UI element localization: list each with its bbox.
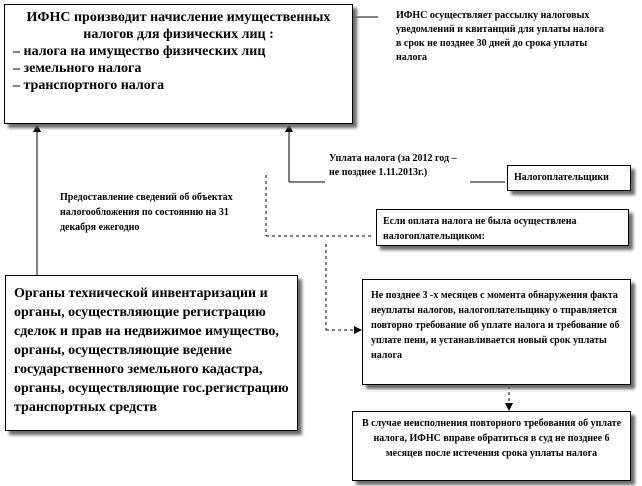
ifns-item-property-tax: – налога на имущество физических лиц — [13, 44, 266, 59]
ifns-box — [4, 4, 353, 124]
arrowhead-to-repeat — [354, 326, 362, 334]
mailing-note: ИФНС осуществляет рассылку налоговых уведомлений и квитанций для уплаты налога в срок не позднее 30 дней до срока уплаты налога — [396, 10, 604, 63]
if-not-paid-box: Если оплата налога не была осуществлена налогоплательщиком: — [376, 209, 629, 246]
arrowhead-payment-to-ifns — [285, 124, 293, 132]
organs-box: Органы технической инвентаризации и органы, осуществляющие регистрацию сделок и прав на недвижимое имущество, органы, осуществляющие ведение государственного земельного кадастра, органы, осуществляющие гос.регистрацию транспортных средств — [5, 275, 298, 431]
ifns-item-land-tax: – земельного налога — [13, 61, 142, 76]
ifns-item-transport-tax: – транспортного налога — [13, 78, 165, 93]
arrowhead-organs-to-ifns — [33, 124, 41, 132]
arrowhead-to-court — [505, 403, 513, 411]
repeat-demand-box: Не позднее 3 -х месяцев с момента обнаружения факта неуплаты налогов, налогоплательщику о тправляется повторно требование об уплате налога и требование об уплате пени, и устанавливается новый срок уплаты налога — [362, 279, 631, 385]
info-note: Предоставление сведений об объектах налогообложения по состоянию на 31 декабря ежегодно — [60, 192, 233, 233]
taxpayers-box: Налогоплательщики — [507, 165, 631, 191]
payment-note: Уплата налога (за 2012 год – не позднее 1.11.2013г.) — [329, 153, 457, 178]
court-box: В случае неисполнения повторного требования об уплате налога, ИФНС вправе обратиться в суд не позднее 6 месяцев после истечения срока уплаты налога — [352, 411, 631, 481]
ifns-title: ИФНС производит начисление имущественных налогов для физических лиц : — [26, 10, 331, 42]
